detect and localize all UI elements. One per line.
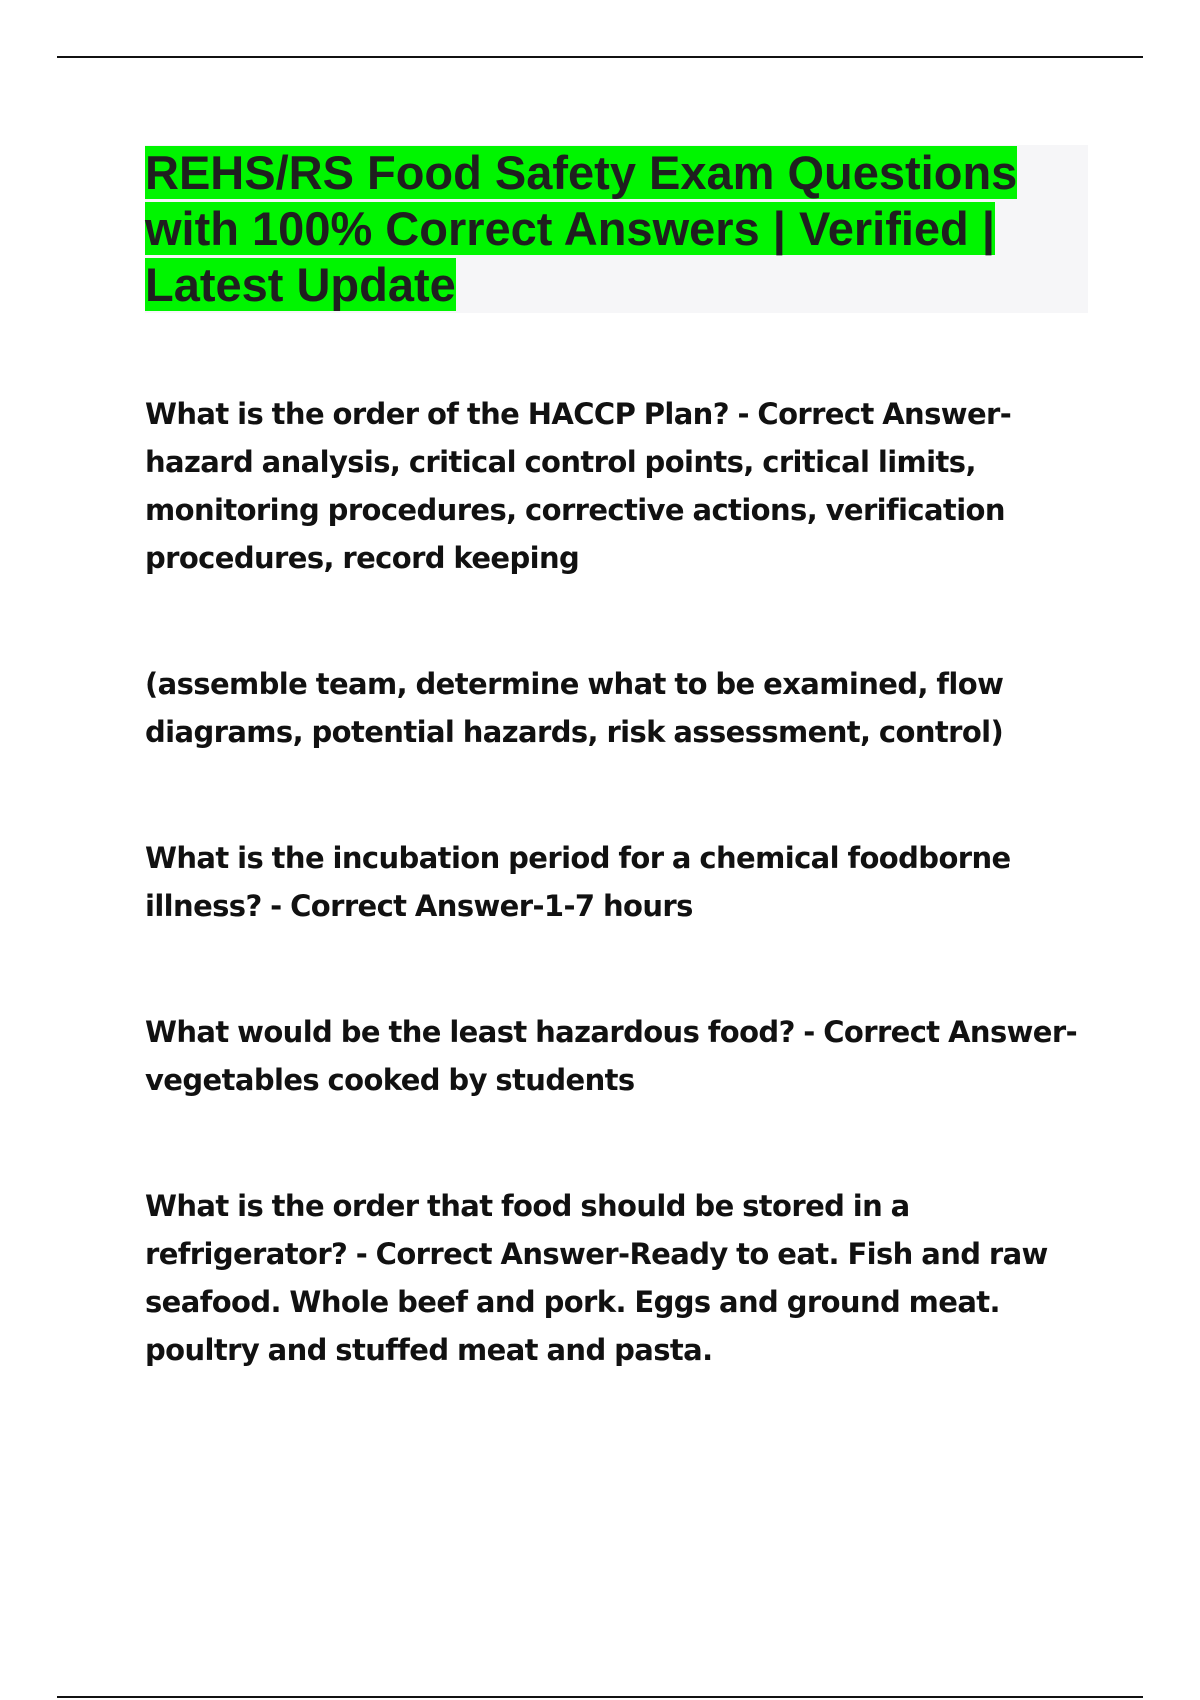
qa-paragraph-haccp-order: What is the order of the HACCP Plan? - Correct Answer-hazard analysis, critical control points, critical limits, monitoring procedures, corrective actions, verification procedures, record keeping <box>145 397 1012 575</box>
footer-rule <box>57 1696 1143 1698</box>
qa-paragraph-incubation-period: What is the incubation period for a chemical foodborne illness? - Correct Answer-1-7 hours <box>145 841 1011 923</box>
qa-paragraph-refrigerator-storage-order: What is the order that food should be stored in a refrigerator? - Correct Answer-Ready to eat. Fish and raw seafood. Whole beef and pork. Eggs and ground meat. poultry and stuffed meat and pasta. <box>145 1189 1048 1367</box>
qa-paragraph-least-hazardous-food: What would be the least hazardous food? - Correct Answer-vegetables cooked by students <box>145 1015 1078 1097</box>
qa-content <box>145 390 1090 1374</box>
title-highlight: REHS/RS Food Safety Exam Questions with 100% Correct Answers | Verified | Latest Update <box>145 146 1018 311</box>
header-rule <box>57 56 1143 58</box>
qa-paragraph-haccp-steps: (assemble team, determine what to be examined, flow diagrams, potential hazards, risk assessment, control) <box>145 667 1004 749</box>
title-block <box>145 145 1088 313</box>
document-title <box>145 145 1088 313</box>
